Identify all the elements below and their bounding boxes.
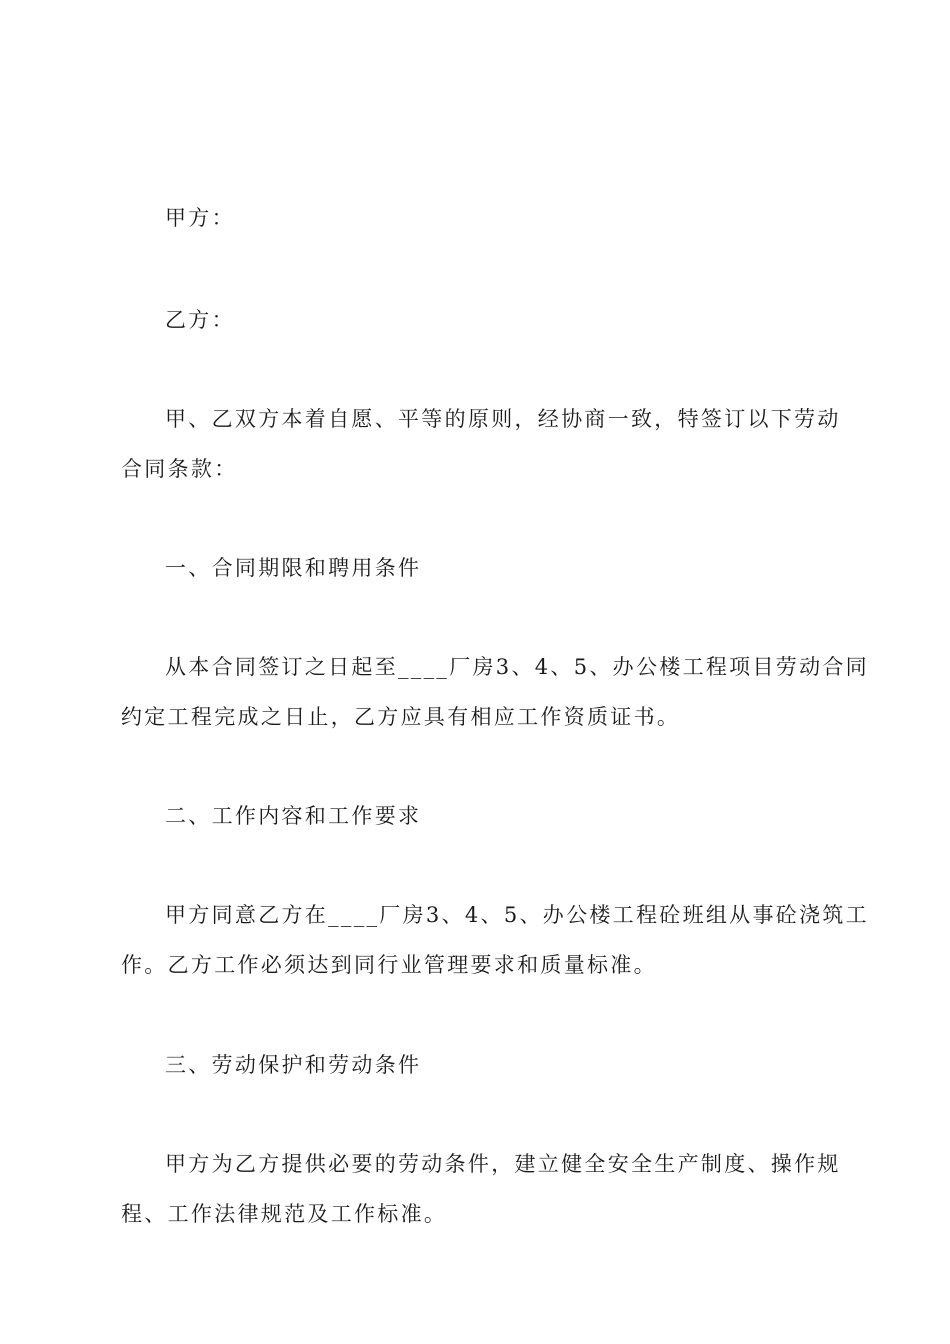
party-b-label: 乙方：	[165, 308, 235, 332]
section-2-heading: 二、工作内容和工作要求	[165, 804, 422, 828]
section-2-body-line-1: 甲方同意乙方在____厂房3、4、5、办公楼工程砼班组从事砼浇筑工	[165, 903, 869, 927]
section-3-heading: 三、劳动保护和劳动条件	[165, 1053, 422, 1077]
section-1-heading: 一、合同期限和聘用条件	[165, 556, 422, 580]
party-a-label: 甲方：	[165, 206, 235, 230]
intro-paragraph-line-2: 合同条款：	[121, 457, 238, 481]
section-1-body-line-1: 从本合同签订之日起至____厂房3、4、5、办公楼工程项目劳动合同	[165, 655, 869, 679]
section-3-body-line-1: 甲方为乙方提供必要的劳动条件，建立健全安全生产制度、操作规	[165, 1152, 841, 1176]
section-1-body-line-2: 约定工程完成之日止，乙方应具有相应工作资质证书。	[121, 705, 681, 729]
section-3-body-line-2: 程、工作法律规范及工作标准。	[121, 1202, 448, 1226]
intro-paragraph-line-1: 甲、乙双方本着自愿、平等的原则，经协商一致，特签订以下劳动	[165, 407, 841, 431]
section-2-body-line-2: 作。乙方工作必须达到同行业管理要求和质量标准。	[121, 953, 657, 977]
